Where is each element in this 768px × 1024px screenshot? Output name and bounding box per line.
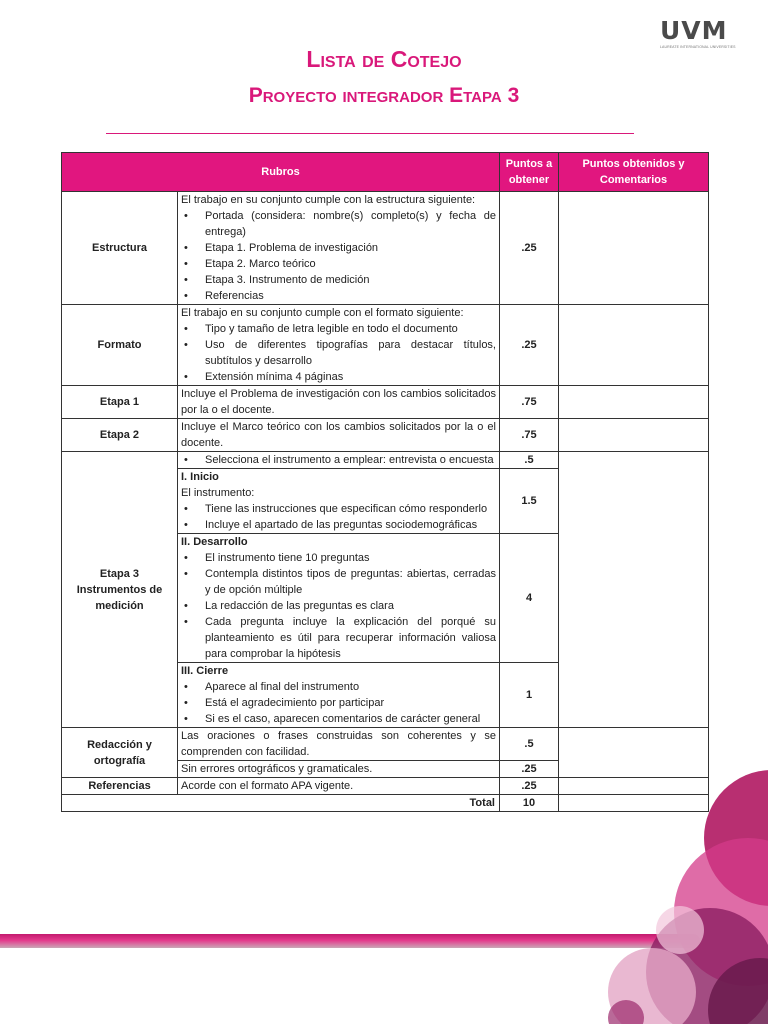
criteria-etapa3-desarrollo [178, 534, 500, 663]
points-etapa3-desarrollo: 4 [500, 534, 559, 663]
category-etapa3 [62, 452, 178, 728]
criteria-redaccion-2: Sin errores ortográficos y gramaticales. [178, 761, 500, 778]
category-redaccion: Redacción y ortografía [62, 728, 178, 778]
category-formato: Formato [62, 305, 178, 386]
list-item: • Uso de diferentes tipografías para destacar títulos, subtítulos y desarrollo [181, 337, 496, 369]
points-redaccion-2: .25 [500, 761, 559, 778]
list-item: • Incluye el apartado de las preguntas sociodemográficas [181, 517, 496, 533]
list-item: • Portada (considera: nombre(s) completo(s) y fecha de entrega) [181, 208, 496, 240]
points-etapa3-cierre: 1 [500, 663, 559, 728]
criteria-list [181, 452, 496, 468]
list-item: • Extensión mínima 4 páginas [181, 369, 496, 385]
table-row-etapa3-seleccion [62, 452, 709, 469]
points-etapa2: .75 [500, 419, 559, 452]
criteria-list [181, 501, 496, 533]
total-label: Total [62, 795, 500, 812]
list-item: • Si es el caso, aparecen comentarios de carácter general [181, 711, 496, 727]
decorative-circles [590, 760, 768, 1024]
table-row-formato [62, 305, 709, 386]
list-item: • Aparece al final del instrumento [181, 679, 496, 695]
logo-name: UVM [660, 16, 728, 45]
total-points: 10 [500, 795, 559, 812]
list-item: • Selecciona el instrumento a emplear: entrevista o encuesta [181, 452, 496, 468]
criteria-etapa2: Incluye el Marco teórico con los cambios solicitados por la o el docente. [178, 419, 500, 452]
criteria-etapa3-seleccion [178, 452, 500, 469]
page-title: Lista de Cotejo [306, 46, 462, 72]
criteria-intro: El trabajo en su conjunto cumple con el formato siguiente: [181, 307, 464, 319]
comments-cell [559, 192, 709, 305]
list-item: • El instrumento tiene 10 preguntas [181, 550, 496, 566]
table-row-estructura [62, 192, 709, 305]
criteria-formato [178, 305, 500, 386]
comments-cell [559, 419, 709, 452]
category-referencias: Referencias [62, 778, 178, 795]
comments-cell [559, 452, 709, 728]
list-item: • La redacción de las preguntas es clara [181, 598, 496, 614]
category-etapa1: Etapa 1 [62, 386, 178, 419]
table-header-row [62, 153, 709, 192]
list-item: • Etapa 3. Instrumento de medición [181, 272, 496, 288]
criteria-estructura [178, 192, 500, 305]
criteria-etapa3-cierre [178, 663, 500, 728]
comments-cell [559, 386, 709, 419]
criteria-etapa3-inicio [178, 469, 500, 534]
list-item: • Referencias [181, 288, 496, 304]
category-etapa2: Etapa 2 [62, 419, 178, 452]
points-formato: .25 [500, 305, 559, 386]
category-etapa3-line1: Etapa 3 [99, 567, 140, 580]
list-item: • Etapa 2. Marco teórico [181, 256, 496, 272]
comments-cell [559, 305, 709, 386]
list-item: • Tiene las instrucciones que especifican cómo responderlo [181, 501, 496, 517]
header-rubros: Rubros [62, 153, 500, 192]
list-item: • Cada pregunta incluye la explicación del porqué su planteamiento es útil para recuperar información valiosa para comprobar la hipótesis [181, 614, 496, 662]
checklist-table [61, 152, 709, 812]
section-heading: II. Desarrollo [181, 536, 248, 548]
points-etapa3-seleccion: .5 [500, 452, 559, 469]
list-item: • Está el agradecimiento por participar [181, 695, 496, 711]
points-etapa1: .75 [500, 386, 559, 419]
points-estructura: .25 [500, 192, 559, 305]
criteria-list [181, 208, 496, 304]
criteria-intro: El trabajo en su conjunto cumple con la estructura siguiente: [181, 194, 476, 206]
points-etapa3-inicio: 1.5 [500, 469, 559, 534]
criteria-list [181, 679, 496, 727]
table-row-etapa2 [62, 419, 709, 452]
criteria-etapa1: Incluye el Problema de investigación con los cambios solicitados por la o el docente. [178, 386, 500, 419]
section-heading: III. Cierre [181, 665, 229, 677]
criteria-redaccion-1: Las oraciones o frases construidas son coherentes y se comprenden con facilidad. [178, 728, 500, 761]
header-comentarios: Puntos obtenidos y Comentarios [559, 153, 709, 192]
criteria-referencias: Acorde con el formato APA vigente. [178, 778, 500, 795]
category-etapa3-line2: Instrumentos de medición [76, 583, 163, 612]
criteria-list [181, 321, 496, 385]
criteria-intro: El instrumento: [181, 487, 255, 499]
table-row-etapa1 [62, 386, 709, 419]
list-item: • Tipo y tamaño de letra legible en todo el documento [181, 321, 496, 337]
list-item: • Etapa 1. Problema de investigación [181, 240, 496, 256]
points-redaccion-1: .5 [500, 728, 559, 761]
header-puntos: Puntos a obtener [500, 153, 559, 192]
list-item: • Contempla distintos tipos de preguntas: abiertas, cerradas y de opción múltiple [181, 566, 496, 598]
category-estructura: Estructura [62, 192, 178, 305]
points-referencias: .25 [500, 778, 559, 795]
criteria-list [181, 550, 496, 662]
title-divider [106, 133, 634, 134]
table-row-redaccion-1 [62, 728, 709, 761]
section-heading: I. Inicio [181, 471, 219, 483]
page-subtitle: Proyecto integrador Etapa 3 [248, 84, 520, 107]
logo-tagline: LAUREATE INTERNATIONAL UNIVERSITIES [660, 45, 736, 49]
